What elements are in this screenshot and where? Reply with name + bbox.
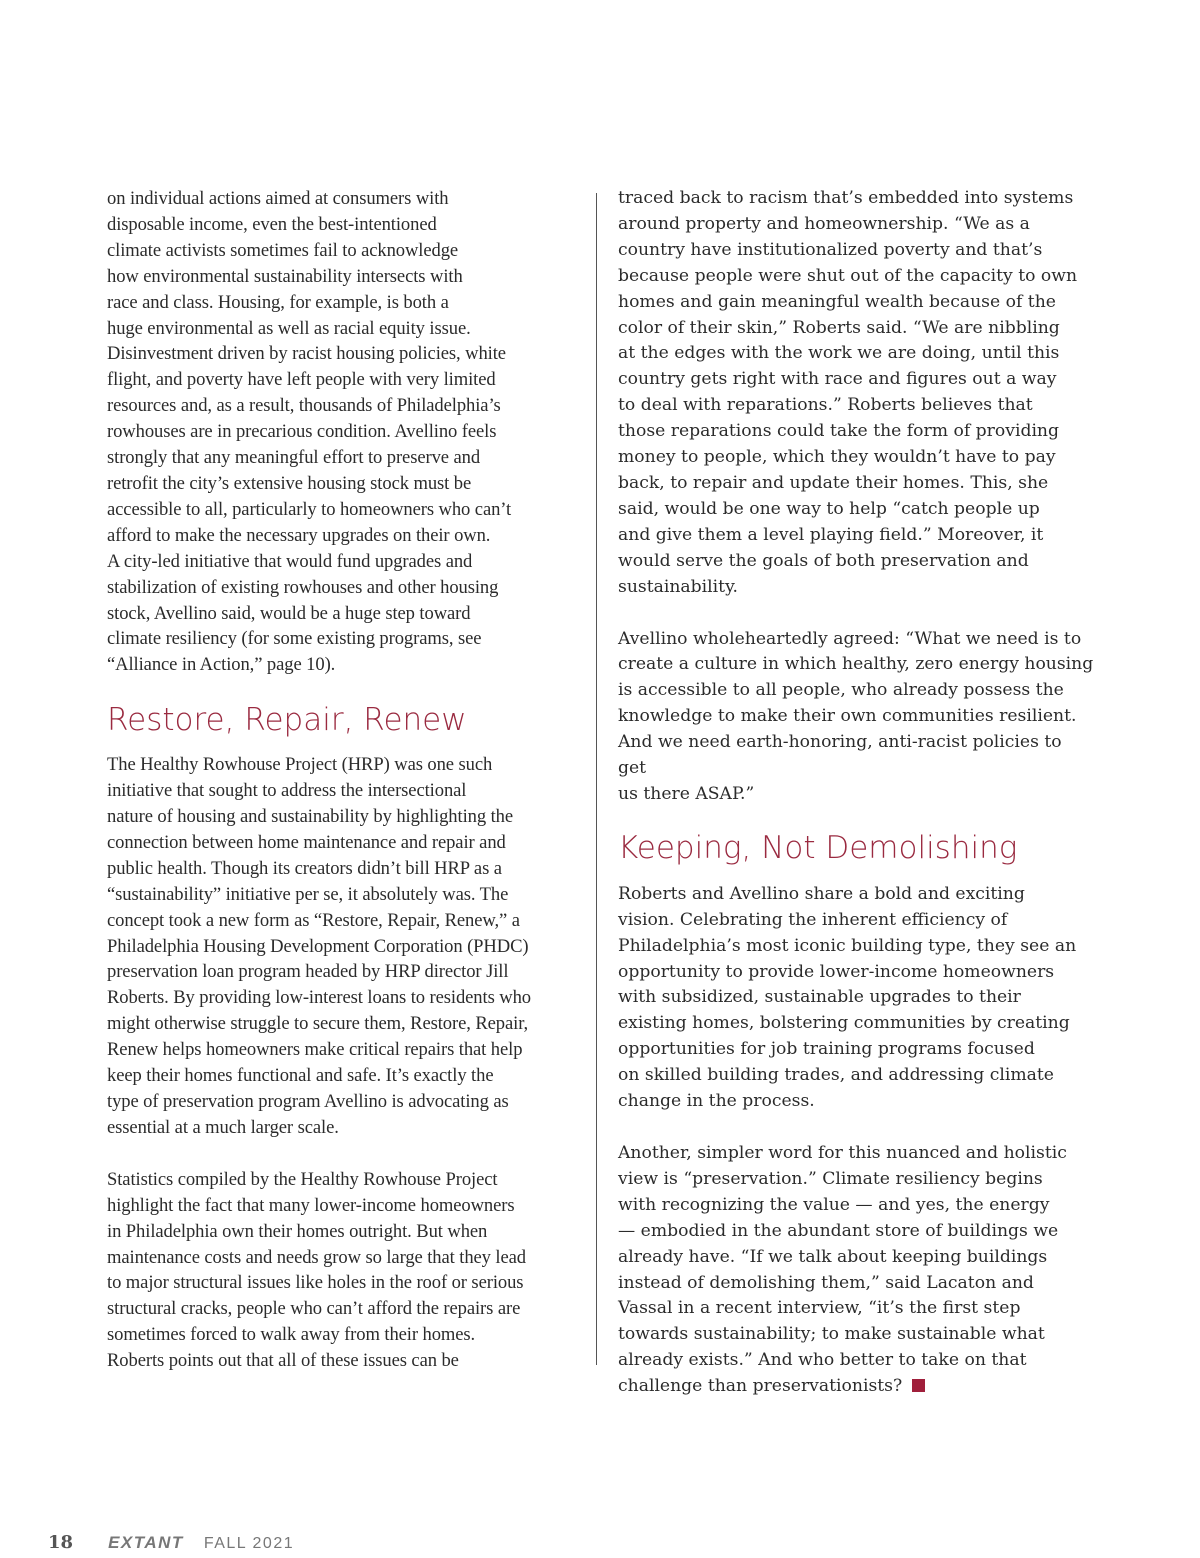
paragraph-gap: [107, 1141, 583, 1167]
issue-date: FALL 2021: [203, 1535, 295, 1552]
left-column: [107, 186, 583, 1374]
column-divider: [596, 193, 597, 1365]
paragraph-gap: [618, 601, 1094, 627]
body-paragraph: Avellino wholeheartedly agreed: “What we need is to create a culture in which healthy, zero energy housing is accessible to all people, who already possess the knowledge to make their own communities resilient. And we need earth-honoring, anti-racist policies to get us there ASAP.”: [618, 628, 1094, 804]
body-paragraph: Roberts and Avellino share a bold and exciting vision. Celebrating the inherent efficiency of Philadelphia’s most iconic building type, they see an opportunity to provide lower-income homeowners with subsidized, sustainable upgrades to their existing homes, bolstering communities by creating opportunities for job training programs focused on skilled building trades, and addressing climate change in the process.: [618, 883, 1077, 1112]
final-paragraph-text: Another, simpler word for this nuanced and holistic view is “preservation.” Climate resiliency begins with recognizing the value — and yes, the energy — embodied in the abundant store of buildings we already have. “If we talk about keeping buildings instead of demolishing them,” said Lacaton and Vassal in a recent interview, “it’s the first step towards sustainability; to make sustainable what already exists.” And who better to take on that challenge than preservationists?: [618, 1143, 1067, 1397]
magazine-name: EXTANT: [108, 1533, 184, 1552]
page-footer: [48, 1532, 294, 1556]
end-of-article-mark-icon: [912, 1379, 925, 1392]
body-paragraph: traced back to racism that’s embedded into systems around property and homeownership. “We as a country have institutionalized poverty and that’s because people were shut out of the capacity to own homes and gain meaningful wealth because of the color of their skin,” Roberts said. “We are nibbling at the edges with the work we are doing, until this country gets right with race and figures out a way to deal with reparations.” Roberts believes that those reparations could take the form of providing money to people, which they wouldn’t have to pay back, to repair and update their homes. This, she said, would be one way to help “catch people up and give them a level playing field.” Moreover, it would serve the goals of both preservation and sustainability.: [618, 188, 1078, 597]
section-heading: Keeping, Not Demolishing: [618, 829, 1018, 866]
right-column: [618, 186, 1094, 1400]
section-heading: Restore, Repair, Renew: [107, 702, 467, 739]
body-paragraph: on individual actions aimed at consumers with disposable income, even the best-intentioned climate activists sometimes fail to acknowledge how environmental sustainability intersects with race and class. Housing, for example, is both a huge environmental as well as racial equity issue. Disinvestment driven by racist housing policies, white flight, and poverty have left people with very limited resources and, as a result, thousands of Philadelphia’s rowhouses are in precarious condition. Avellino feels strongly that any meaningful effort to preserve and retrofit the city’s extensive housing stock must be accessible to all, particularly to homeowners who can’t afford to make the necessary upgrades on their own. A city-led initiative that would fund upgrades and stabilization of existing rowhouses and other housing stock, Avellino said, would be a huge step toward climate resiliency (for some existing programs, see “Alliance in Action,” page 10).: [107, 188, 512, 676]
body-paragraph: The Healthy Rowhouse Project (HRP) was one such initiative that sought to address the intersectional nature of housing and sustainability by highlighting the connection between home maintenance and repair and public health. Though its creators didn’t bill HRP as a “sustainability” initiative per se, it absolutely was. The concept took a new form as “Restore, Repair, Renew,” a Philadelphia Housing Development Corporation (PHDC) preservation loan program headed by HRP director Jill Roberts. By providing low-interest loans to residents who might otherwise struggle to secure them, Restore, Repair, Renew helps homeowners make critical repairs that help keep their homes functional and safe. It’s exactly the type of preservation program Avellino is advocating as essential at a much larger scale.: [107, 754, 531, 1138]
page-number: 18: [48, 1532, 74, 1553]
paragraph-gap: [618, 1115, 1094, 1141]
body-paragraph-final: [618, 1141, 1094, 1400]
body-paragraph: Statistics compiled by the Healthy Rowhouse Project highlight the fact that many lower-income homeowners in Philadelphia own their homes outright. But when maintenance costs and needs grow so large that they lead to major structural issues like holes in the roof or serious structural cracks, people who can’t afford the repairs are sometimes forced to walk away from their homes. Roberts points out that all of these issues can be: [107, 1168, 526, 1372]
